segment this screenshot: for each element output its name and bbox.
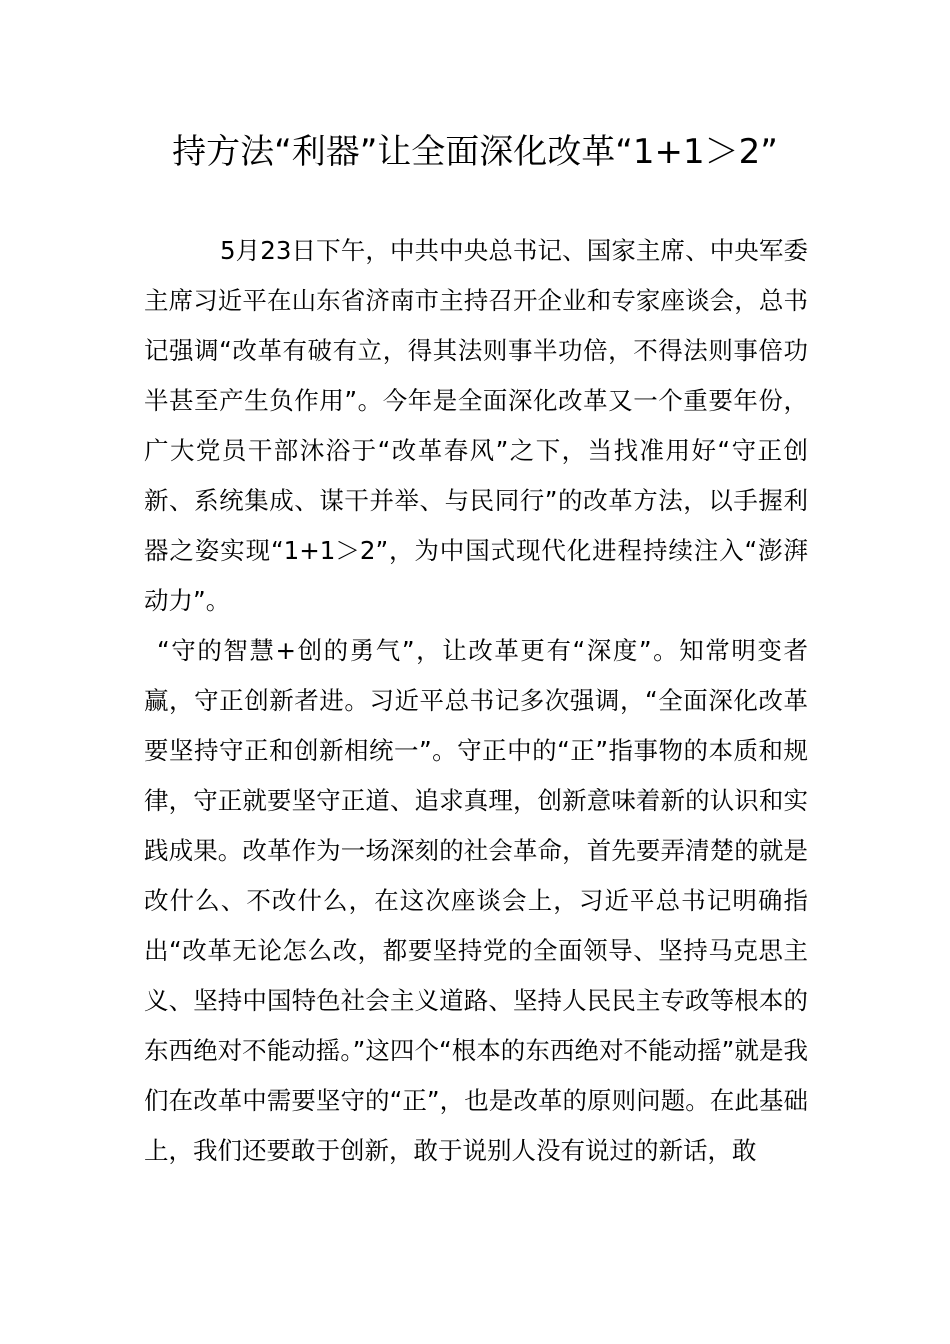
document-body xyxy=(144,226,808,1176)
document-title: 持方法“利器”让全面深化改革“1+1＞2” xyxy=(172,132,778,172)
paragraph-depth: “守的智慧+创的勇气”，让改革更有“深度”。知常明变者赢，守正创新者进。习近平总书记多次强调，“全面深化改革要坚持守正和创新相统一”。守正中的“正”指事物的本质和规律，守正就要坚守正道、追求真理，创新意味着新的认识和实践成果。改革作为一场深刻的社会革命，首先要弄清楚的就是改什么、不改什么，在这次座谈会上，习近平总书记明确指出“改革无论怎么改，都要坚持党的全面领导、坚持马克思主义、坚持中国特色社会主义道路、坚持人民民主专政等根本的东西绝对不能动摇。”这四个“根本的东西绝对不能动摇”就是我们在改革中需要坚守的“正”，也是改革的原则问题。在此基础上，我们还要敢于创新，敢于说别人没有说过的新话，敢 xyxy=(144,636,808,1165)
paragraph-intro: 5月23日下午，中共中央总书记、国家主席、中央军委主席习近平在山东省济南市主持召开企业和专家座谈会，总书记强调“改革有破有立，得其法则事半功倍，不得法则事倍功半甚至产生负作用”。今年是全面深化改革又一个重要年份，广大党员干部沐浴于“改革春风”之下，当找准用好“守正创新、系统集成、谋干并举、与民同行”的改革方法，以手握利器之姿实现“1+1＞2”，为中国式现代化进程持续注入“澎湃动力”。 xyxy=(144,236,808,615)
